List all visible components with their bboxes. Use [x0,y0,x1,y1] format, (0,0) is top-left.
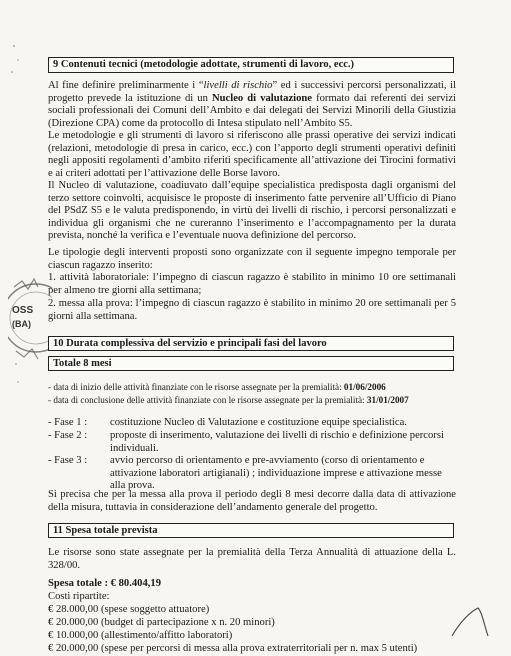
section-11-header [48,523,454,538]
official-stamp-icon [8,273,52,363]
section-9-item-2: 2. messa alla prova: l’impegno di ciascun ragazzo è stabilito in minimo 20 ore settimanali per 5 giorni alla settimana. [48,298,456,322]
costs-label: Costi ripartite: [48,591,110,602]
section-9-title: 9 Contenuti tecnici (metodologie adottate, strumenti di lavoro, ecc.) [53,59,355,70]
cost-item-3: € 10.000,00 (allestimento/affitto laboratori) [48,630,233,641]
cost-item-4: € 20.000,00 (spese per percorsi di messa alla prova extraterritoriali per n. max 5 utenti) [48,643,418,654]
total-duration-box [48,356,454,371]
total-cost: Spesa totale : € 80.404,19 [48,578,161,589]
p1-text-b: ” ed i successivi percorsi personalizzati, il progetto prevede la istituzione di un [48,80,456,104]
cost-item-2: € 20.000,00 (budget di partecipazione x n. 20 minori) [48,617,275,628]
section-10-header [48,336,454,351]
scan-speck-icon [6,40,26,80]
cost-item-1: € 28.000,00 (spese soggetto attuatore) [48,604,210,615]
fase-2-label: - Fase 2 : [48,430,88,441]
total-duration-label: Totale 8 mesi [53,358,112,369]
section-11-paragraph: Le risorse sono state assegnate per la premialità della Terza Annualità di attuazione della L. 328/00. [48,547,456,571]
start-date-text: - data di inizio delle attività finanziate con le risorse assegnate per la premialità: [48,382,344,392]
section-10-note: Si precisa che per la messa alla prova il periodo degli 8 mesi decorre dalla data di attivazione della misura, tuttavia in considerazione dell’andamento generale del progetto. [48,489,456,513]
end-date-value: 31/01/2007 [366,395,409,405]
fase-1-label: - Fase 1 : [48,417,88,428]
section-9-paragraph-1 [48,80,456,130]
section-11-title: 11 Spesa totale prevista [53,525,158,536]
handwritten-signature-icon [448,602,498,642]
fase-3-text: avvio percorso di orientamento e pre-avviamento (corso di orientamento e attivazione laboratori artigianali) ; individuazione imprese e attivazione messe alla prova. [110,455,442,491]
section-9-paragraph-4: Le tipologie degli interventi proposti sono organizzate con il seguente impegno temporale per ciascun ragazzo inserito: [48,247,456,271]
p1-italic: livelli di rischio [203,80,273,91]
section-9-header [48,57,454,73]
end-date-line [48,394,456,407]
stamp-line-2: (BA) [12,319,31,329]
p1-text-a: Al fine definire preliminarmente i “ [48,80,204,91]
section-9-item-1: 1. attività laboratoriale: l’impegno di ciascun ragazzo è stabilito in minimo 10 ore settimanali per almeno tre giorni alla settimana; [48,272,456,296]
scan-speck-icon-2 [10,360,26,390]
p1-text-c: formato dai referenti dei servizi sociali professionali dei Comuni dell’Ambito e dai delegati dei Servizi Minorili della Giustizia (Direzione CPA) come da protocollo di Intesa stipulato nell’Ambito S5. [48,92,456,129]
section-9-paragraph-2: Le metodologie e gli strumenti di lavoro si riferiscono alle prassi operative dei servizi indicati (relazioni, metodologie di presa in carico, ecc.) con l’apporto degli strumenti operativi definiti negli appositi regolamenti d’ambito riferiti specificamente all’attivazione dei Tirocini formativi e ai criteri adottati per l’attivazione delle Borse lavoro. [48,130,456,179]
start-date-line [48,381,456,394]
fase-2-text: proposte di inserimento, valutazione dei livelli di rischio e definizione percorsi individuali. [110,430,444,454]
p1-bold: Nucleo di valutazione [212,92,312,104]
stamp-line-1: OSS [12,305,34,316]
start-date-value: 01/06/2006 [343,382,386,392]
section-9-paragraph-3: Il Nucleo di valutazione, coadiuvato dall’equipe specialistica predisposta dagli organismi del terzo settore coinvolti, acquisisce le proposte di inserimento fatte pervenire all’Ufficio di Piano del PSdZ S5 e le valuta predisponendo, in virtù dei livelli di rischio, i percorsi personalizzati e individua gli organismi che ne cureranno l’inserimento e l’accompagnamento per la durata prevista, nonché la verifica e l’eventuale nuova definizione del percorso. [48,180,456,241]
section-10-title: 10 Durata complessiva del servizio e principali fasi del lavoro [53,338,327,349]
fase-3-label: - Fase 3 : [48,455,88,466]
fase-1-text: costituzione Nucleo di Valutazione e costituzione equipe specialistica. [110,417,407,428]
end-date-text: - data di conclusione delle attività finanziate con le risorse assegnate per la premialità: [48,395,367,405]
